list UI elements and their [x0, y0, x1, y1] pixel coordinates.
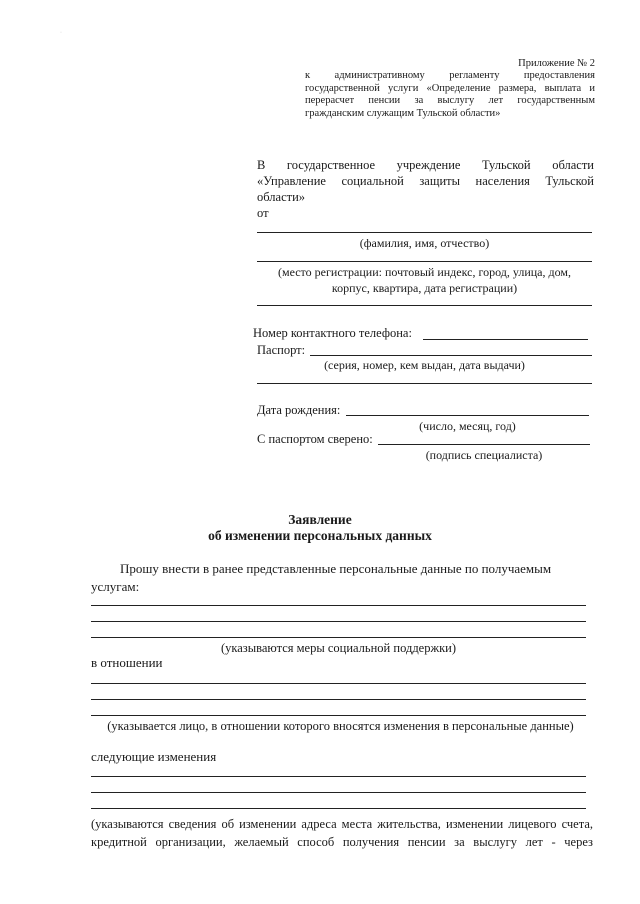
person-line-2[interactable] — [91, 699, 586, 700]
birth-caption: (число, месяц, год) — [419, 419, 516, 433]
appendix-number: Приложение № 2 — [518, 58, 595, 69]
addressee-block — [257, 157, 594, 205]
changes-line-3[interactable] — [91, 808, 586, 809]
person-line-1[interactable] — [91, 683, 586, 684]
services-line-1[interactable] — [91, 605, 586, 606]
checked-label: С паспортом сверено: — [257, 432, 373, 446]
signature-line[interactable] — [378, 444, 590, 445]
phone-label: Номер контактного телефона: — [253, 326, 412, 340]
scan-mark: · — [60, 30, 62, 36]
changes-line-1[interactable] — [91, 776, 586, 777]
appendix-header — [305, 58, 595, 120]
passport-label: Паспорт: — [257, 343, 306, 357]
phone-line[interactable] — [423, 339, 588, 340]
addressee-line-3: области» — [257, 190, 306, 204]
regarding-label: в отношении — [91, 655, 163, 670]
document-subtitle: об изменении персональных данных — [208, 528, 432, 543]
from-label: от — [257, 206, 269, 220]
addressee-line-1: В государственное учреждение Тульской области — [257, 158, 594, 172]
fio-line[interactable] — [257, 232, 592, 233]
services-line-3[interactable] — [91, 637, 586, 638]
services-line-2[interactable] — [91, 621, 586, 622]
changes-caption-line-2: кредитной организации, желаемый способ получения пенсии за выслугу лет - через — [91, 835, 593, 849]
birth-label: Дата рождения: — [257, 403, 341, 417]
fio-caption: (фамилия, имя, отчество) — [359, 236, 490, 250]
birth-line[interactable] — [346, 415, 589, 416]
document-title: Заявление — [288, 512, 352, 527]
registration-line-2[interactable] — [257, 305, 592, 306]
person-line-3[interactable] — [91, 715, 586, 716]
changes-label: следующие изменения — [91, 749, 217, 764]
checked-caption: (подпись специалиста) — [425, 448, 543, 462]
registration-caption-1: (место регистрации: почтовый индекс, город, улица, дом, — [278, 265, 571, 279]
registration-line[interactable] — [257, 261, 592, 262]
registration-caption-2: корпус, квартира, дата регистрации) — [331, 281, 518, 295]
passport-line-2[interactable] — [257, 383, 592, 384]
passport-line[interactable] — [310, 355, 592, 356]
changes-caption-line-1: (указываются сведения об изменении адреса места жительства, изменении лицевого счета, — [91, 817, 593, 831]
changes-line-2[interactable] — [91, 792, 586, 793]
support-caption: (указываются меры социальной поддержки) — [220, 641, 457, 655]
request-paragraph: Прошу внести в ранее представленные персональные данные по получаемым услугам: — [91, 561, 552, 594]
passport-caption: (серия, номер, кем выдан, дата выдачи) — [324, 358, 525, 372]
appendix-text: к административному регламенту предоставления государственной услуги «Определение размера, выплата и перерасчет пенсии за выслугу лет государственным гражданским служащим Тульской области» — [305, 70, 595, 119]
addressee-line-2: «Управление социальной защиты населения Тульской — [257, 174, 594, 188]
changes-caption — [91, 815, 593, 851]
person-caption: (указывается лицо, в отношении которого вносятся изменения в персональные данные) — [107, 719, 574, 733]
